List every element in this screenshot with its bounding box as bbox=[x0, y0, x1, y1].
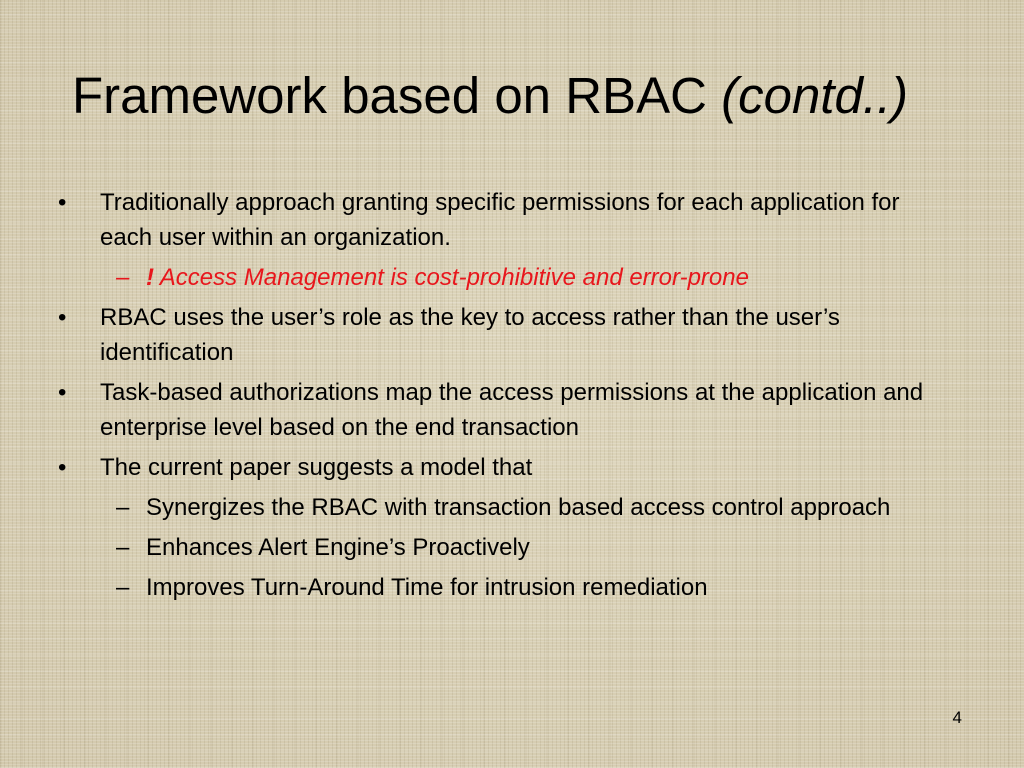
sub-bullet-item-alert bbox=[100, 260, 916, 295]
sub-bullet-text: Improves Turn-Around Time for intrusion remediation bbox=[146, 574, 708, 601]
bullet-marker: • bbox=[58, 304, 67, 331]
exclamation-icon: ! bbox=[146, 264, 154, 291]
sub-bullet-text: Access Management is cost-prohibitive and error-prone bbox=[154, 264, 749, 291]
bullet-item bbox=[56, 185, 936, 295]
bullet-item bbox=[56, 450, 936, 605]
sub-bullet-item bbox=[100, 570, 916, 605]
slide-title-main: Framework based on RBAC bbox=[72, 67, 722, 124]
bullet-text: Task-based authorizations map the access permissions at the application and enterprise level based on the end transaction bbox=[100, 379, 924, 441]
bullet-item bbox=[56, 300, 936, 370]
sub-bullet-list bbox=[100, 490, 936, 605]
sub-bullet-item bbox=[100, 490, 916, 525]
bullet-marker: • bbox=[58, 379, 67, 406]
page-number: 4 bbox=[952, 708, 962, 727]
sub-bullet-item bbox=[100, 530, 916, 565]
bullet-text: Traditionally approach granting specific permissions for each application for each user within an organization. bbox=[100, 189, 900, 251]
dash-marker: – bbox=[116, 534, 130, 561]
bullet-list bbox=[56, 185, 936, 610]
dash-marker: – bbox=[116, 494, 130, 521]
bullet-item bbox=[56, 375, 936, 445]
bullet-marker: • bbox=[58, 454, 67, 481]
dash-marker: – bbox=[116, 574, 130, 601]
sub-bullet-list bbox=[100, 260, 936, 295]
sub-bullet-text: Synergizes the RBAC with transaction based access control approach bbox=[146, 494, 891, 521]
sub-bullet-text: Enhances Alert Engine’s Proactively bbox=[146, 534, 530, 561]
bullet-text: The current paper suggests a model that bbox=[100, 454, 533, 481]
slide-title bbox=[72, 60, 908, 132]
slide-title-contd: (contd..) bbox=[721, 67, 909, 124]
bullet-text: RBAC uses the user’s role as the key to access rather than the user’s identification bbox=[100, 304, 840, 366]
dash-marker: – bbox=[116, 264, 130, 291]
bullet-marker: • bbox=[58, 189, 67, 216]
